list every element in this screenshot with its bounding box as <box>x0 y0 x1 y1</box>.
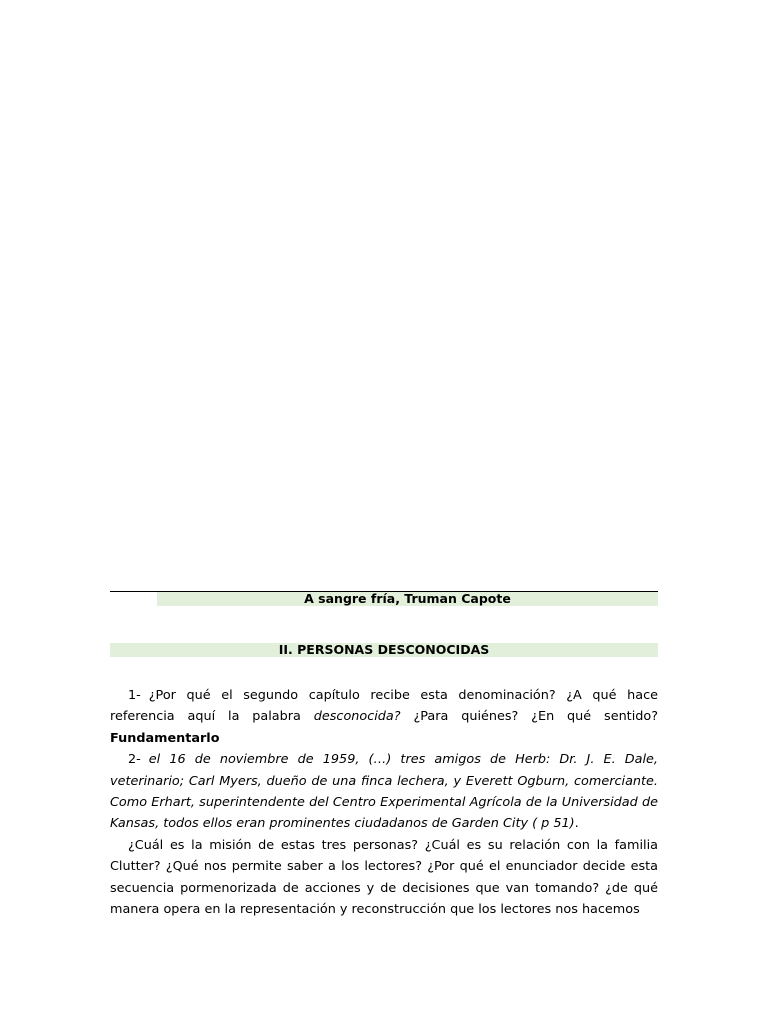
quoted-passage: el 16 de noviembre de 1959, (…) tres amigos de Herb: Dr. J. E. Dale, veterinario; Carl Myers, dueño de una finca lechera, y Everett Ogburn, comerciante. Como Erhart, superintendente del Centro Experimental Agrícola de la Universidad de Kansas, todos ellos eran prominentes ciudadanos de Garden City ( p 51) <box>110 752 658 832</box>
paragraph-3: ¿Cuál es la misión de estas tres personas? ¿Cuál es su relación con la familia Clutter? ¿Qué nos permite saber a los lectores? ¿Por qué el enunciador decide esta secuencia pormenorizada de acciones y de decisiones que van tomando? ¿de qué manera opera en la representación y reconstrucción que los lectores nos hacemos <box>110 837 658 918</box>
document-body <box>110 685 658 920</box>
question-1 <box>110 685 658 749</box>
bold-instruction: Fundamentarlo <box>110 730 220 746</box>
question-2 <box>110 749 658 835</box>
chapter-title: II. PERSONAS DESCONOCIDAS <box>110 643 658 657</box>
book-title: A sangre fría, Truman Capote <box>157 592 658 606</box>
question-text: ¿Por qué el segundo capítulo recibe esta denominación? ¿A qué hace referencia aquí la palabra <box>110 688 658 725</box>
question-number: 1- <box>128 688 141 703</box>
question-number: 2- <box>128 752 141 768</box>
italic-term: desconocida? <box>313 709 401 725</box>
quote-end: . <box>574 816 579 832</box>
question-text: ¿Para quiénes? ¿En qué sentido? <box>400 709 658 725</box>
